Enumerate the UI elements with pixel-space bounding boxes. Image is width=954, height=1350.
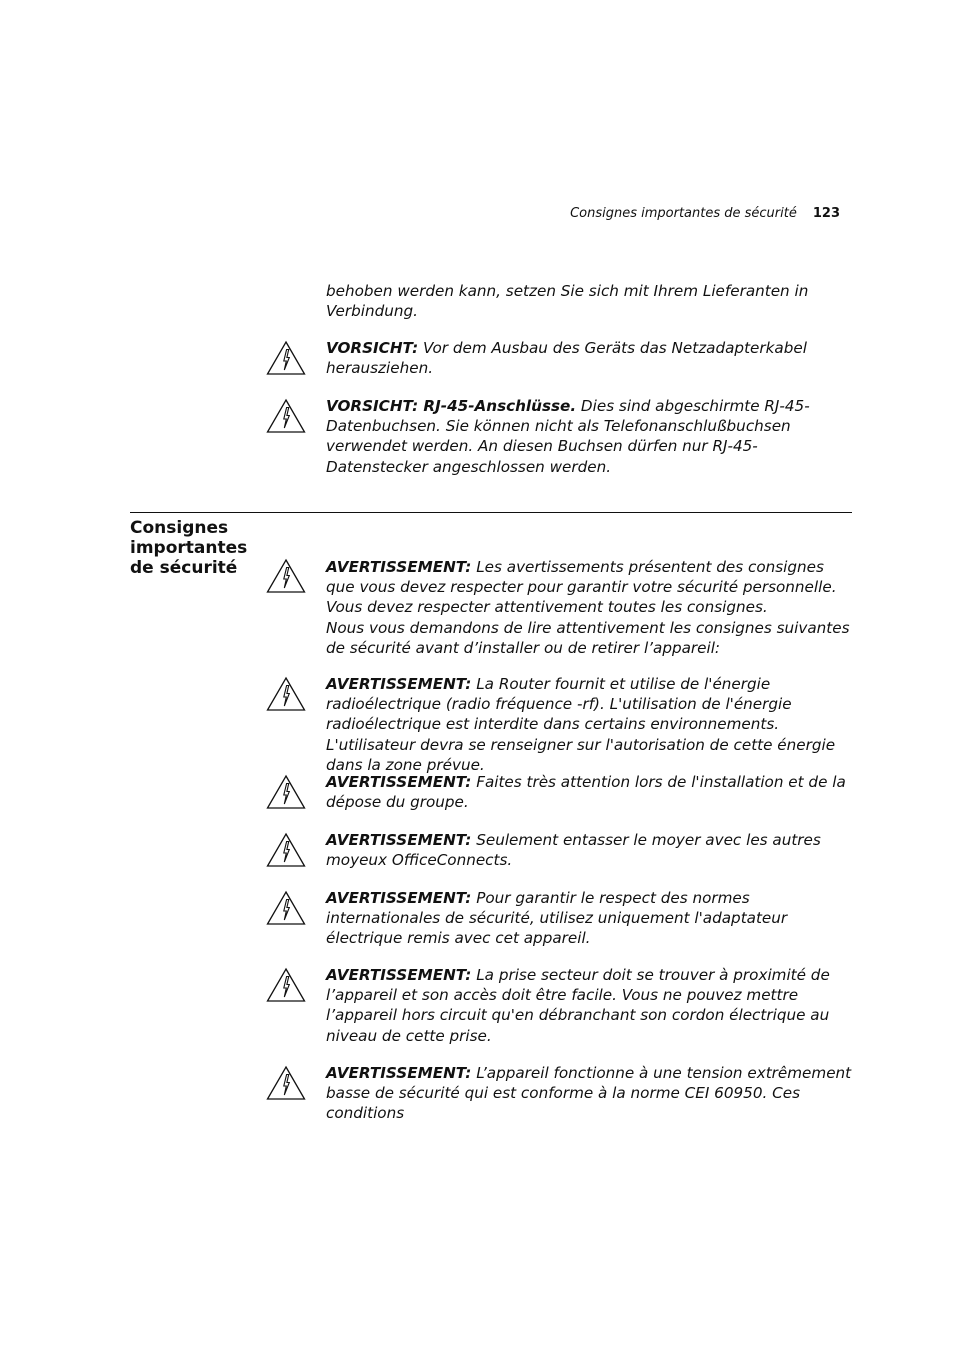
warning-triangle-icon: [266, 832, 306, 868]
warning-item: [326, 557, 854, 658]
warning-item: [326, 674, 854, 775]
section-heading: Consignes importantes de sécurité: [130, 518, 248, 578]
warning-item: [326, 888, 854, 949]
caution-text: Dies sind abgeschirmte RJ-45-Datenbuchsen. Sie können nicht als Telefonanschlußbuchsen verwendet werden. An diesen Buchsen dürfen nur RJ-45-Datenstecker angeschlossen werden.: [326, 397, 810, 476]
caution-item: [326, 396, 854, 477]
caution-label: VORSICHT: RJ-45-Anschlüsse.: [326, 397, 577, 415]
warning-triangle-icon: [266, 774, 306, 810]
warning-triangle-icon: [266, 340, 306, 376]
warning-text: La prise secteur doit se trouver à proximité de l’appareil et son accès doit être facile. Vous ne pouvez mettre l’appareil hors circuit qu'en débranchant son cordon électrique au niveau de cette prise.: [326, 966, 830, 1045]
running-header-title: Consignes importantes de sécurité: [570, 206, 797, 221]
caution-text: Vor dem Ausbau des Geräts das Netzadapterkabel herausziehen.: [326, 339, 807, 378]
warning-text: Seulement entasser le moyer avec les autres moyeux OfficeConnects.: [326, 831, 821, 870]
warning-label: AVERTISSEMENT:: [326, 558, 472, 576]
warning-text: L’appareil fonctionne à une tension extrêmement basse de sécurité qui est conforme à la norme CEI 60950. Ces conditions: [326, 1064, 852, 1123]
warning-text: Les avertissements présentent des consignes que vous devez respecter pour garantir votre sécurité personnelle. Vous devez respecter attentivement toutes les consignes.: [326, 558, 837, 617]
warning-label: AVERTISSEMENT:: [326, 889, 472, 907]
warning-label: AVERTISSEMENT:: [326, 966, 472, 984]
caution-item: [326, 338, 854, 378]
warning-triangle-icon: [266, 1065, 306, 1101]
warning-item: [326, 965, 854, 1046]
warning-extra-text: Nous vous demandons de lire attentivement les consignes suivantes de sécurité avant d’installer ou de retirer l’appareil:: [326, 618, 850, 657]
warning-label: AVERTISSEMENT:: [326, 675, 472, 693]
warning-triangle-icon: [266, 558, 306, 594]
warning-text: Pour garantir le respect des normes internationales de sécurité, utilisez uniquement l'adaptateur électrique remis avec cet appareil.: [326, 889, 788, 948]
warning-item: [326, 1063, 854, 1124]
warning-label: AVERTISSEMENT:: [326, 831, 472, 849]
continuation-paragraph: behoben werden kann, setzen Sie sich mit Ihrem Lieferanten in Verbindung.: [326, 282, 809, 321]
caution-label: VORSICHT:: [326, 339, 419, 357]
warning-label: AVERTISSEMENT:: [326, 1064, 472, 1082]
warning-triangle-icon: [266, 967, 306, 1003]
warning-item: [326, 830, 854, 870]
warning-triangle-icon: [266, 398, 306, 434]
warning-text: Faites très attention lors de l'installation et de la dépose du groupe.: [326, 773, 846, 812]
warning-label: AVERTISSEMENT:: [326, 773, 472, 791]
page-number: 123: [812, 206, 840, 221]
running-header: [560, 205, 840, 225]
warning-triangle-icon: [266, 890, 306, 926]
warning-item: [326, 772, 854, 812]
section-divider: [130, 512, 852, 513]
warning-text: La Router fournit et utilise de l'énergie radioélectrique (radio fréquence -rf). L'utilisation de l'énergie radioélectrique est interdite dans certains environnements. L'utilisateur devra se renseigner sur l'autorisation de cette énergie dans la zone prévue.: [326, 675, 836, 774]
warning-triangle-icon: [266, 676, 306, 712]
